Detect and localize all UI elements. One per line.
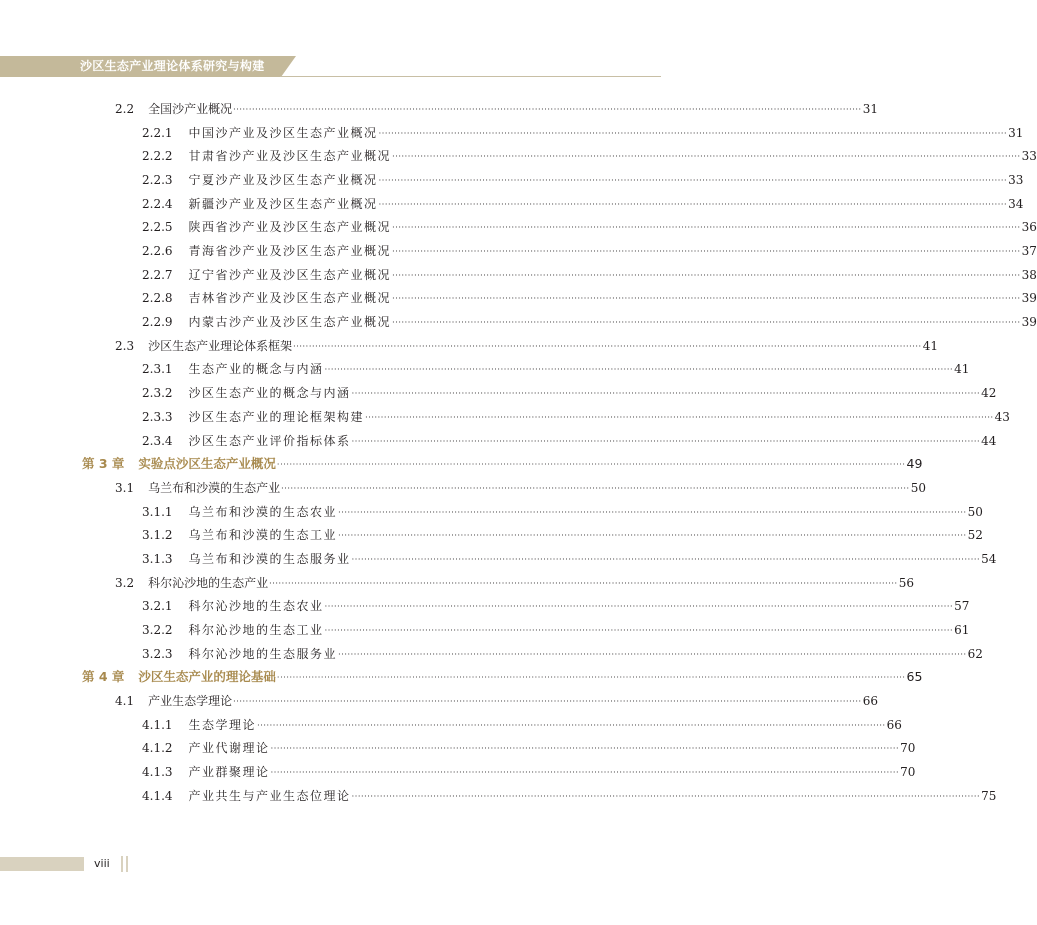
toc-entry-title: 沙区生态产业的理论基础 (138, 669, 276, 684)
toc-entry-page: 66 (886, 718, 902, 732)
toc-entry-page: 50 (910, 481, 926, 495)
toc-leader-dots: ········································································································································································································ (324, 602, 954, 611)
toc-entry-page: 65 (906, 669, 923, 684)
toc-entry[interactable] (142, 546, 997, 566)
toc-leader-dots: ········································································································································································································ (276, 460, 906, 469)
toc-entry[interactable] (142, 285, 1037, 305)
toc-entry-page: 36 (1021, 220, 1037, 234)
toc-entry[interactable] (142, 759, 916, 779)
toc-entry-number: 3.1 (115, 481, 135, 495)
toc-leader-dots: ········································································································································································································ (378, 176, 1008, 185)
toc-entry-title: 科尔沁沙地的生态农业 (188, 599, 324, 613)
toc-leader-dots: ········································································································································································································ (324, 626, 954, 635)
toc-leader-dots: ········································································································································································································ (293, 342, 922, 351)
toc-entry[interactable] (142, 143, 1037, 163)
toc-entry[interactable] (142, 522, 983, 542)
toc-entry[interactable] (142, 356, 970, 376)
toc-entry-page: 33 (1008, 173, 1024, 187)
toc-entry-number: 2.2.9 (142, 315, 173, 329)
toc-entry-page: 43 (994, 410, 1010, 424)
toc-entry[interactable] (142, 214, 1037, 234)
toc-leader-dots: ········································································································································································································ (351, 792, 981, 801)
toc-entry-number: 2.3 (115, 339, 135, 353)
toc-leader-dots: ········································································································································································································ (392, 294, 1021, 303)
toc-entry-number: 2.2.4 (142, 197, 173, 211)
toc-entry-number: 2.3.2 (142, 386, 173, 400)
toc-entry-page: 38 (1021, 268, 1037, 282)
header-rule (280, 76, 661, 77)
toc-entry-number: 2.2 (115, 102, 135, 116)
toc-entry-number: 2.3.4 (142, 434, 173, 448)
toc-entry-title: 科尔沁沙地的生态服务业 (188, 647, 338, 661)
toc-entry-page: 52 (967, 528, 983, 542)
toc-entry-number: 3.2 (115, 576, 135, 590)
toc-entry-title: 青海省沙产业及沙区生态产业概况 (188, 244, 392, 258)
toc-entry-number: 2.3.1 (142, 362, 173, 376)
toc-entry[interactable] (142, 309, 1037, 329)
toc-entry-title: 中国沙产业及沙区生态产业概况 (188, 126, 378, 140)
toc-entry-number: 2.2.1 (142, 126, 173, 140)
toc-entry-title: 宁夏沙产业及沙区生态产业概况 (188, 173, 378, 187)
toc-entry-page: 50 (967, 505, 983, 519)
toc-leader-dots: ········································································································································································································ (365, 413, 994, 422)
toc-chapter-entry[interactable] (82, 451, 923, 471)
toc-entry-title: 乌兰布和沙漠的生态工业 (188, 528, 338, 542)
toc-leader-dots: ········································································································································································································ (392, 247, 1021, 256)
toc-entry-page: 62 (967, 647, 983, 661)
toc-leader-dots: ········································································································································································································ (270, 744, 900, 753)
toc-entry[interactable] (142, 428, 997, 448)
toc-entry-number: 3.2.2 (142, 623, 173, 637)
toc-entry[interactable] (142, 641, 983, 661)
toc-entry-page: 70 (900, 741, 916, 755)
toc-entry-number: 2.2.5 (142, 220, 173, 234)
toc-entry-page: 33 (1021, 149, 1037, 163)
toc-leader-dots: ········································································································································································································ (351, 437, 981, 446)
toc-entry-page: 56 (898, 576, 914, 590)
running-header-title: 沙区生态产业理论体系研究与构建 (80, 59, 265, 73)
toc-entry-page: 31 (1008, 126, 1024, 140)
footer-tick (121, 856, 123, 872)
toc-chapter-entry[interactable] (82, 664, 923, 684)
toc-leader-dots: ········································································································································································································ (392, 152, 1021, 161)
toc-leader-dots: ········································································································································································································ (338, 508, 967, 517)
toc-entry[interactable] (115, 570, 914, 590)
toc-entry[interactable] (142, 167, 1024, 187)
toc-leader-dots: ········································································································································································································ (233, 697, 862, 706)
toc-entry-page: 61 (954, 623, 970, 637)
page-number: viii (94, 857, 110, 870)
toc-leader-dots: ········································································································································································································ (378, 129, 1008, 138)
toc-entry[interactable] (142, 238, 1037, 258)
toc-entry-number: 2.2.6 (142, 244, 173, 258)
toc-entry-title: 产业群聚理论 (188, 765, 270, 779)
toc-entry-title: 沙区生态产业的理论框架构建 (188, 410, 365, 424)
toc-entry-number: 2.3.3 (142, 410, 173, 424)
toc-entry[interactable] (142, 617, 970, 637)
toc-entry-title: 实验点沙区生态产业概况 (138, 456, 276, 471)
toc-entry-page: 54 (981, 552, 997, 566)
toc-entry-number: 3.1.2 (142, 528, 173, 542)
toc-entry[interactable] (142, 735, 916, 755)
toc-leader-dots: ········································································································································································································ (392, 271, 1021, 280)
toc-leader-dots: ········································································································································································································ (270, 768, 900, 777)
toc-leader-dots: ········································································································································································································ (276, 673, 906, 682)
toc-entry-number: 4.1.4 (142, 789, 173, 803)
footer-tick (126, 856, 128, 872)
toc-leader-dots: ········································································································································································································ (281, 484, 910, 493)
toc-leader-dots: ········································································································································································································ (338, 650, 967, 659)
toc-entry-number: 2.2.8 (142, 291, 173, 305)
toc-entry-title: 沙区生态产业的概念与内涵 (188, 386, 351, 400)
toc-entry-title: 乌兰布和沙漠的生态服务业 (188, 552, 351, 566)
toc-leader-dots: ········································································································································································································ (233, 105, 862, 114)
toc-entry-title: 乌兰布和沙漠的生态农业 (188, 505, 338, 519)
toc-entry-page: 70 (900, 765, 916, 779)
toc-entry-title: 吉林省沙产业及沙区生态产业概况 (188, 291, 392, 305)
toc-entry[interactable] (142, 404, 1010, 424)
toc-entry[interactable] (142, 380, 997, 400)
toc-entry-number: 3.2.1 (142, 599, 173, 613)
toc-entry-title: 全国沙产业概况 (148, 102, 233, 116)
toc-entry-number: 3.2.3 (142, 647, 173, 661)
toc-entry[interactable] (142, 120, 1024, 140)
toc-leader-dots: ········································································································································································································ (338, 531, 967, 540)
toc-entry-title: 新疆沙产业及沙区生态产业概况 (188, 197, 378, 211)
toc-entry-title: 乌兰布和沙漠的生态产业 (148, 481, 281, 495)
toc-entry-page: 44 (981, 434, 997, 448)
toc-entry-page: 57 (954, 599, 970, 613)
toc-entry[interactable] (142, 712, 902, 732)
toc-entry-title: 陕西省沙产业及沙区生态产业概况 (188, 220, 392, 234)
toc-entry[interactable] (115, 688, 878, 708)
toc-entry[interactable] (142, 593, 970, 613)
toc-entry-page: 31 (862, 102, 878, 116)
toc-entry-number: 3.1.3 (142, 552, 173, 566)
toc-entry-page: 39 (1021, 315, 1037, 329)
toc-entry-title: 产业代谢理论 (188, 741, 270, 755)
toc-entry-title: 沙区生态产业评价指标体系 (188, 434, 351, 448)
toc-entry[interactable] (142, 783, 997, 803)
toc-entry[interactable] (115, 475, 926, 495)
toc-entry-number: 4.1.3 (142, 765, 173, 779)
toc-leader-dots: ········································································································································································································ (324, 365, 954, 374)
toc-entry-title: 甘肃省沙产业及沙区生态产业概况 (188, 149, 392, 163)
toc-entry-number: 2.2.2 (142, 149, 173, 163)
toc-entry[interactable] (142, 262, 1037, 282)
toc-entry-page: 49 (906, 456, 923, 471)
toc-entry[interactable] (142, 499, 983, 519)
toc-leader-dots: ········································································································································································································ (351, 389, 981, 398)
toc-entry[interactable] (115, 96, 878, 116)
toc-entry-title: 沙区生态产业理论体系框架 (148, 339, 293, 353)
toc-entry-title: 辽宁省沙产业及沙区生态产业概况 (188, 268, 392, 282)
toc-entry-title: 生态产业的概念与内涵 (188, 362, 324, 376)
toc-entry-page: 75 (981, 789, 997, 803)
toc-entry[interactable] (142, 191, 1024, 211)
toc-leader-dots: ········································································································································································································ (378, 200, 1008, 209)
toc-entry-title: 产业生态学理论 (148, 694, 233, 708)
toc-entry-number: 第 3 章 (82, 456, 125, 471)
toc-entry-number: 4.1.1 (142, 718, 173, 732)
toc-leader-dots: ········································································································································································································ (269, 579, 898, 588)
toc-leader-dots: ········································································································································································································ (351, 555, 981, 564)
toc-entry-page: 39 (1021, 291, 1037, 305)
toc-entry-title: 产业共生与产业生态位理论 (188, 789, 351, 803)
toc-entry-title: 科尔沁沙地的生态工业 (188, 623, 324, 637)
toc-entry-page: 42 (981, 386, 997, 400)
toc-entry-title: 内蒙古沙产业及沙区生态产业概况 (188, 315, 392, 329)
toc-leader-dots: ········································································································································································································ (392, 318, 1021, 327)
toc-entry-number: 2.2.7 (142, 268, 173, 282)
toc-entry-page: 37 (1021, 244, 1037, 258)
toc-entry-title: 生态学理论 (188, 718, 257, 732)
toc-entry-number: 4.1.2 (142, 741, 173, 755)
toc-entry-number: 第 4 章 (82, 669, 125, 684)
toc-entry-page: 41 (922, 339, 938, 353)
toc-entry-page: 66 (862, 694, 878, 708)
toc-entry-page: 34 (1008, 197, 1024, 211)
toc-entry-page: 41 (954, 362, 970, 376)
toc-entry-title: 科尔沁沙地的生态产业 (148, 576, 269, 590)
toc-leader-dots: ········································································································································································································ (392, 223, 1021, 232)
toc-entry-number: 3.1.1 (142, 505, 173, 519)
toc-entry-number: 4.1 (115, 694, 135, 708)
footer-band (0, 857, 84, 871)
toc-leader-dots: ········································································································································································································ (257, 721, 886, 730)
toc-entry[interactable] (115, 333, 938, 353)
toc-entry-number: 2.2.3 (142, 173, 173, 187)
